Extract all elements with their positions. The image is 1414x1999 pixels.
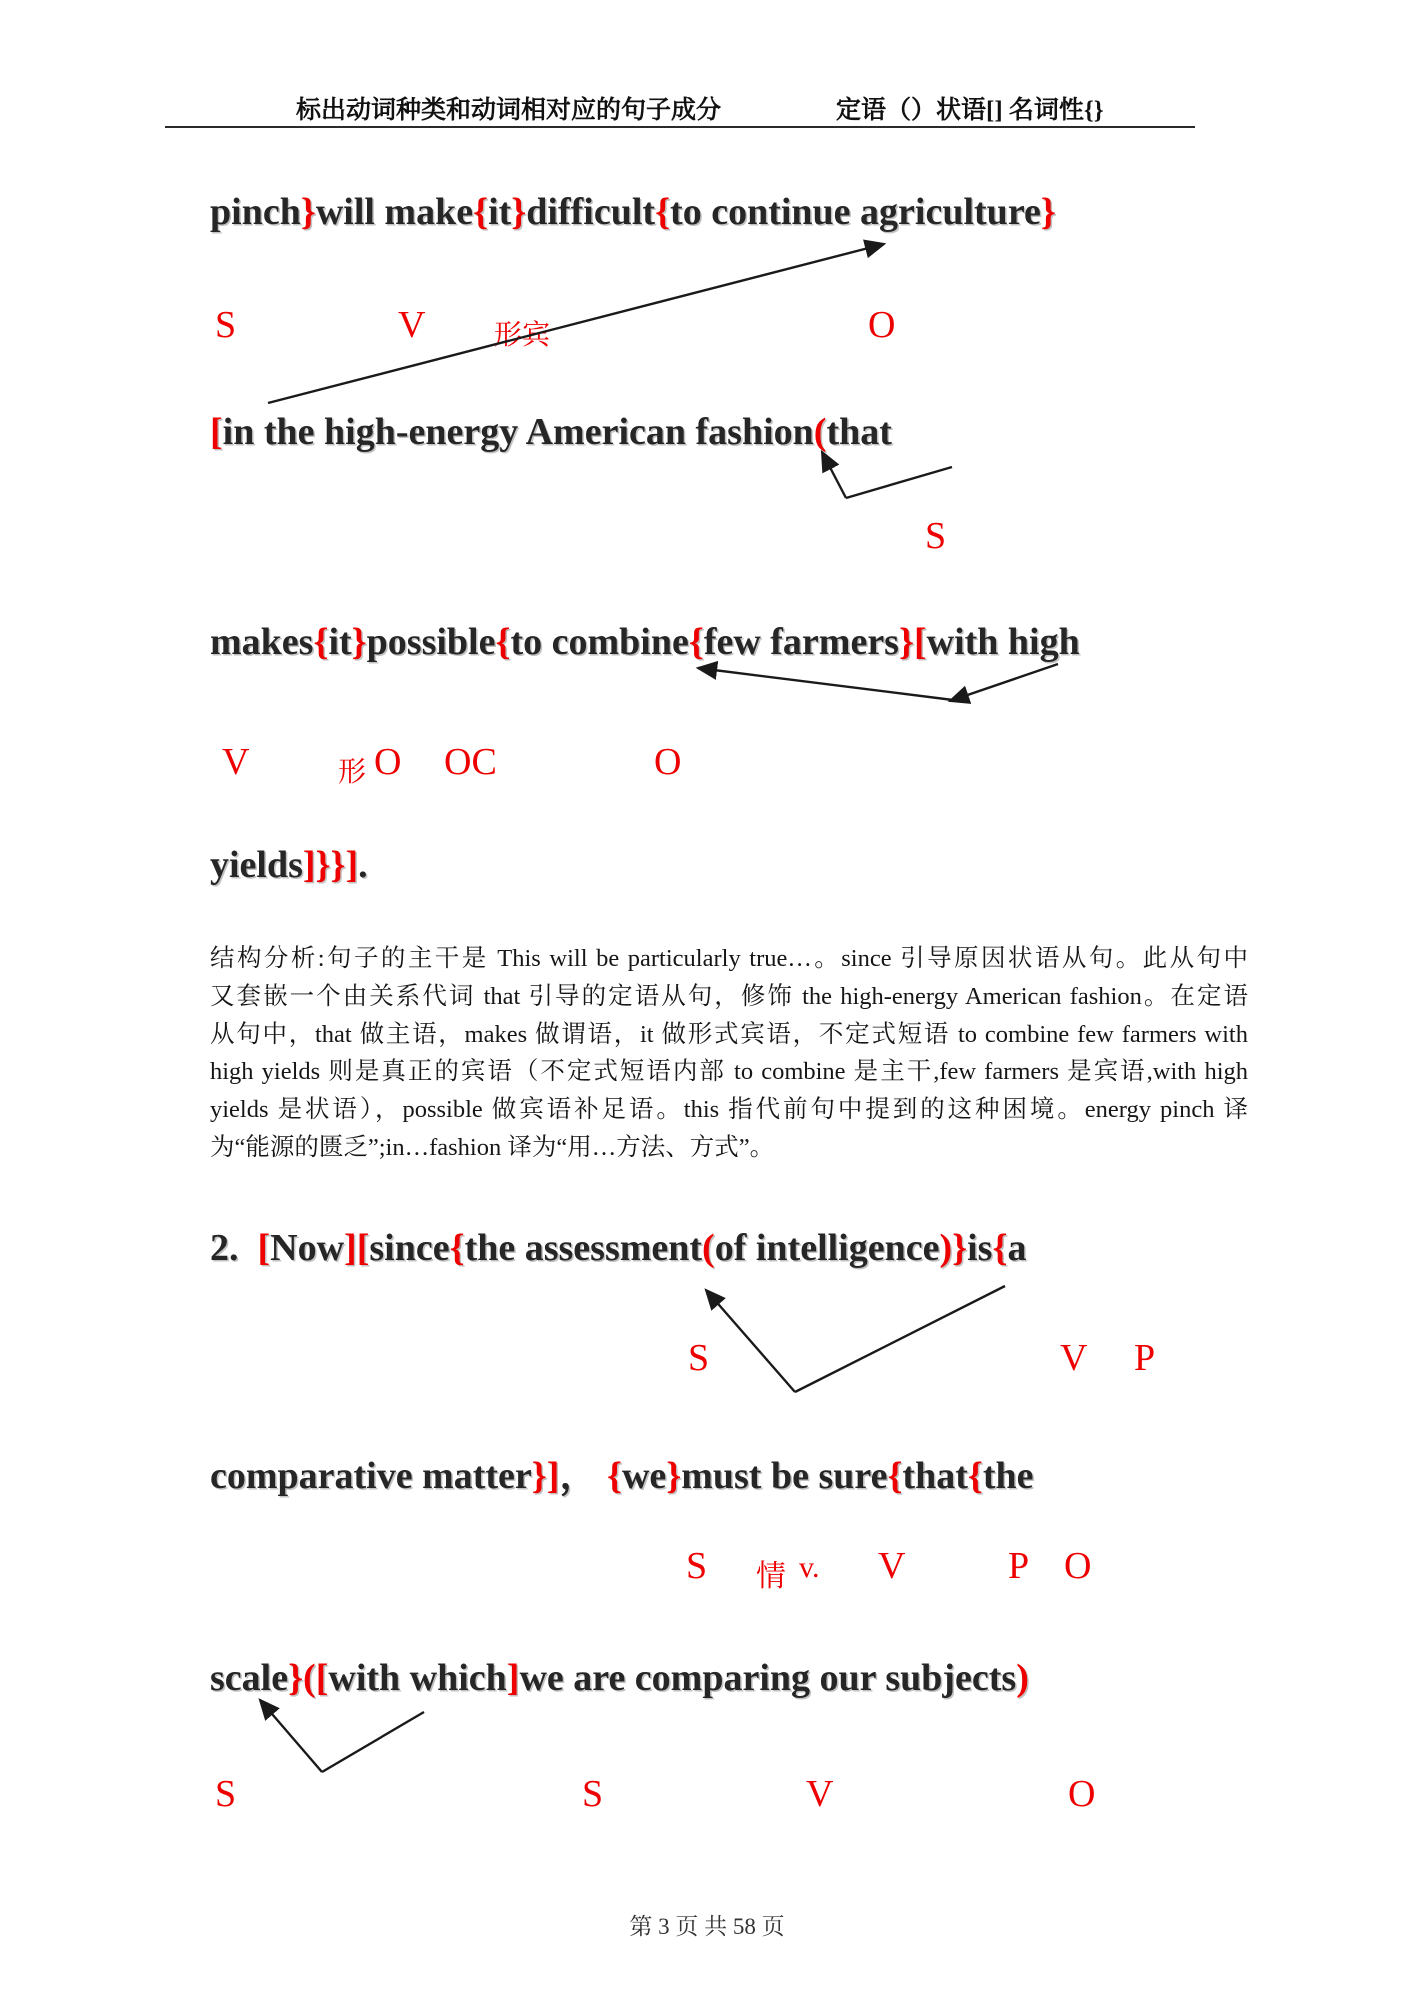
label-verb: V xyxy=(806,1773,834,1815)
bracket-mark: }[ xyxy=(898,621,927,663)
bracket-mark: ( xyxy=(813,411,827,453)
text-segment: with high xyxy=(926,621,1080,663)
text-segment: to combine xyxy=(510,621,689,663)
label-subject: S xyxy=(582,1773,604,1815)
text-segment: will make xyxy=(315,191,474,233)
text-segment: since xyxy=(369,1227,450,1269)
annotation-arrow xyxy=(260,1700,322,1772)
sentence2-line1 xyxy=(210,1226,1026,1270)
sentence2-line2 xyxy=(210,1444,1034,1499)
label-modal-qing: 情 xyxy=(756,1560,786,1593)
annotation-arrow xyxy=(698,668,953,700)
bracket-mark: )} xyxy=(939,1227,968,1269)
label-object: O xyxy=(1068,1773,1096,1815)
sentence1-line1 xyxy=(210,190,1056,234)
analysis-line: 结构分析:句子的主干是 This will be particularly true…。since 引导原因状语从句。此从句中 xyxy=(210,945,1248,972)
bracket-mark: ) xyxy=(1016,1657,1029,1699)
text-segment: ， xyxy=(559,1455,607,1497)
text-segment: a xyxy=(1007,1227,1027,1269)
annotation-arrow xyxy=(322,1712,424,1772)
header-right-legend: 定语（）状语[] 名词性{} xyxy=(836,97,1104,124)
bracket-mark: { xyxy=(449,1227,465,1269)
label-verb: V xyxy=(222,741,250,783)
label-object: O xyxy=(868,304,896,346)
label-verb: V xyxy=(878,1545,906,1587)
bracket-mark: { xyxy=(495,621,511,663)
bracket-mark: { xyxy=(688,621,704,663)
label-predicative: P xyxy=(1008,1545,1030,1587)
analysis-line: yields 是状语），possible 做宾语补足语。this 指代前句中提到的这种困境。energy pinch 译 xyxy=(210,1096,1248,1124)
bracket-mark: } xyxy=(1040,191,1056,233)
analysis-line: 从句中，that 做主语，makes 做谓语，it 做形式宾语，不定式短语 to combine few farmers with xyxy=(210,1020,1248,1048)
annotation-arrow xyxy=(846,467,952,498)
text-segment: it xyxy=(328,621,352,663)
bracket-mark: { xyxy=(887,1455,903,1497)
analysis-line: 又套嵌一个由关系代词 that 引导的定语从句，修饰 the high-energy American fashion。在定语 xyxy=(210,982,1248,1010)
analysis-paragraph xyxy=(210,940,1248,1167)
bracket-mark: [ xyxy=(257,1227,271,1269)
label-predicative: P xyxy=(1134,1337,1156,1379)
bracket-mark: ( xyxy=(702,1227,715,1269)
text-segment: makes xyxy=(210,621,314,663)
text-segment: the xyxy=(982,1455,1034,1497)
label-object: O xyxy=(654,741,682,783)
text-segment: with which xyxy=(328,1657,507,1699)
text-segment: we are comparing our subjects xyxy=(519,1657,1017,1699)
bracket-mark: } xyxy=(511,191,527,233)
text-segment: Now xyxy=(270,1227,345,1269)
label-subject: S xyxy=(686,1545,708,1587)
label-subject-clause: S xyxy=(925,515,947,557)
bracket-mark: { xyxy=(967,1455,983,1497)
bracket-mark: }([ xyxy=(288,1657,329,1699)
text-segment: 2. xyxy=(210,1227,258,1269)
label-subject: S xyxy=(215,1773,237,1815)
text-segment: that xyxy=(826,411,892,453)
header-left-title: 标出动词种类和动词相对应的句子成分 xyxy=(296,97,722,124)
text-segment: pinch xyxy=(210,191,301,233)
text-segment: yields xyxy=(210,844,303,886)
annotation-arrow xyxy=(950,664,1058,701)
text-segment: of intelligence xyxy=(714,1227,940,1269)
label-object: O xyxy=(1064,1545,1092,1587)
text-segment: . xyxy=(358,844,368,886)
label-verb: V xyxy=(398,304,426,346)
text-segment: that xyxy=(902,1455,968,1497)
label-modal-v: v. xyxy=(799,1551,820,1584)
sentence2-line3 xyxy=(210,1656,1029,1700)
text-segment: difficult xyxy=(526,191,656,233)
label-subject: S xyxy=(688,1337,710,1379)
label-object: O xyxy=(374,741,402,783)
analysis-line: 为“能源的匮乏”;in…fashion 译为“用…方法、方式”。 xyxy=(210,1133,775,1161)
sentence1-line2 xyxy=(210,410,892,454)
text-segment: in the high-energy American fashion xyxy=(222,411,814,453)
label-xingbin: 形宾 xyxy=(494,320,551,351)
label-xing: 形 xyxy=(338,757,367,788)
bracket-mark: } xyxy=(666,1455,682,1497)
text-segment: possible xyxy=(366,621,496,663)
bracket-mark: [ xyxy=(210,411,223,453)
text-segment: the assessment xyxy=(464,1227,703,1269)
bracket-mark: ] xyxy=(506,1657,520,1699)
header-rule xyxy=(165,126,1195,128)
sentence1-line4 xyxy=(210,843,368,887)
annotation-arrow xyxy=(268,244,884,403)
label-subject: S xyxy=(215,304,237,346)
bracket-mark: } xyxy=(351,621,367,663)
text-segment: few farmers xyxy=(703,621,899,663)
analysis-line: high yields 则是真正的宾语（不定式短语内部 to combine 是主干,few farmers 是宾语,with high xyxy=(210,1058,1248,1086)
bracket-mark: } xyxy=(300,191,316,233)
page-number: 第 3 页 共 58 页 xyxy=(629,1914,785,1939)
bracket-mark: { xyxy=(313,621,329,663)
bracket-mark: { xyxy=(992,1227,1008,1269)
annotation-arrow xyxy=(822,452,846,498)
text-segment: scale xyxy=(210,1657,289,1699)
text-segment: is xyxy=(967,1227,993,1269)
bracket-mark: { xyxy=(473,191,489,233)
label-verb: V xyxy=(1060,1337,1088,1379)
text-segment: comparative matter xyxy=(210,1455,532,1497)
annotation-arrow xyxy=(795,1286,1005,1392)
bracket-mark: }] xyxy=(531,1455,560,1497)
text-segment: it xyxy=(488,191,512,233)
label-object-complement: OC xyxy=(444,741,497,783)
sentence1-line3 xyxy=(210,620,1080,664)
bracket-mark: ][ xyxy=(344,1227,370,1269)
bracket-mark: { xyxy=(655,191,671,233)
text-segment: we xyxy=(621,1455,667,1497)
text-segment: must be sure xyxy=(681,1455,888,1497)
bracket-mark: ]}}] xyxy=(302,844,359,886)
annotation-arrow xyxy=(706,1290,795,1392)
bracket-mark: { xyxy=(606,1455,622,1497)
text-segment: to continue agriculture xyxy=(670,191,1041,233)
